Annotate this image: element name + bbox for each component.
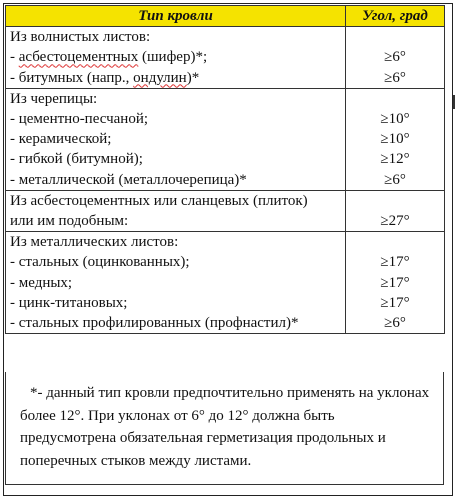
footnote-text: *- данный тип кровли предпочтительно применять на уклонах более 12°. При уклонах от 6° до 12° должна быть предусмотрена обязательная герметизация продольных и поперечных стыков между листами. [20, 385, 430, 469]
table-row [6, 27, 445, 89]
angle-value: ≥17° [380, 274, 410, 291]
group-title: Из асбестоцементных или сланцевых (плиток) [10, 192, 308, 209]
group-title: Из волнистых листов: [10, 29, 151, 46]
list-item: - керамической; [10, 131, 112, 148]
item-label: - асбестоцементных (шифер)*; [10, 49, 208, 66]
roof-type-cell [6, 190, 346, 231]
angle-value: ≥6° [384, 315, 406, 332]
spacer [350, 89, 440, 109]
spellcheck-word: асбестоцементных [18, 49, 139, 66]
roof-slope-table [5, 5, 445, 334]
angle-value: ≥6° [384, 171, 406, 188]
list-item: - стальных профилированных (профнастил)* [10, 315, 299, 332]
angle-value: ≥17° [380, 254, 410, 271]
angle-cell [346, 27, 445, 89]
list-item [10, 47, 341, 67]
angle-value: ≥27° [380, 213, 410, 230]
footnote-box [5, 372, 444, 485]
list-item: - цинк-титановых; [10, 294, 128, 311]
list-item: - стальных (оцинкованных); [10, 254, 190, 271]
angle-cell [346, 232, 445, 334]
header-angle: Угол, град [346, 6, 445, 27]
angle-value: ≥6° [384, 69, 406, 86]
angle-cell [346, 88, 445, 190]
spacer [350, 232, 440, 252]
table-row [6, 88, 445, 190]
text-cursor-mark [453, 95, 455, 109]
table-row [6, 232, 445, 334]
roof-type-cell [6, 232, 346, 334]
roof-type-cell [6, 88, 346, 190]
roof-type-cell [6, 27, 346, 89]
table-header-row [6, 6, 445, 27]
list-item: - медных; [10, 274, 73, 291]
list-item: - цементно-песчаной; [10, 111, 149, 128]
angle-value: ≥10° [380, 131, 410, 148]
item-label: - битумных (напр., ондулин)* [10, 69, 200, 86]
list-item [10, 68, 341, 88]
spellcheck-word: ондулин [133, 69, 187, 86]
group-title: Из металлических листов: [10, 234, 179, 251]
list-item: - металлической (металлочерепица)* [10, 171, 247, 188]
list-item: или им подобным: [10, 213, 129, 230]
angle-value: ≥12° [380, 151, 410, 168]
spacer [350, 191, 440, 211]
angle-value: ≥6° [384, 49, 406, 66]
angle-value: ≥17° [380, 294, 410, 311]
angle-value: ≥10° [380, 111, 410, 127]
table-row [6, 190, 445, 231]
spacer [350, 27, 440, 47]
angle-cell [346, 190, 445, 231]
list-item: - гибкой (битумной); [10, 151, 143, 168]
header-roof-type: Тип кровли [6, 6, 346, 27]
group-title: Из черепицы: [10, 90, 98, 107]
